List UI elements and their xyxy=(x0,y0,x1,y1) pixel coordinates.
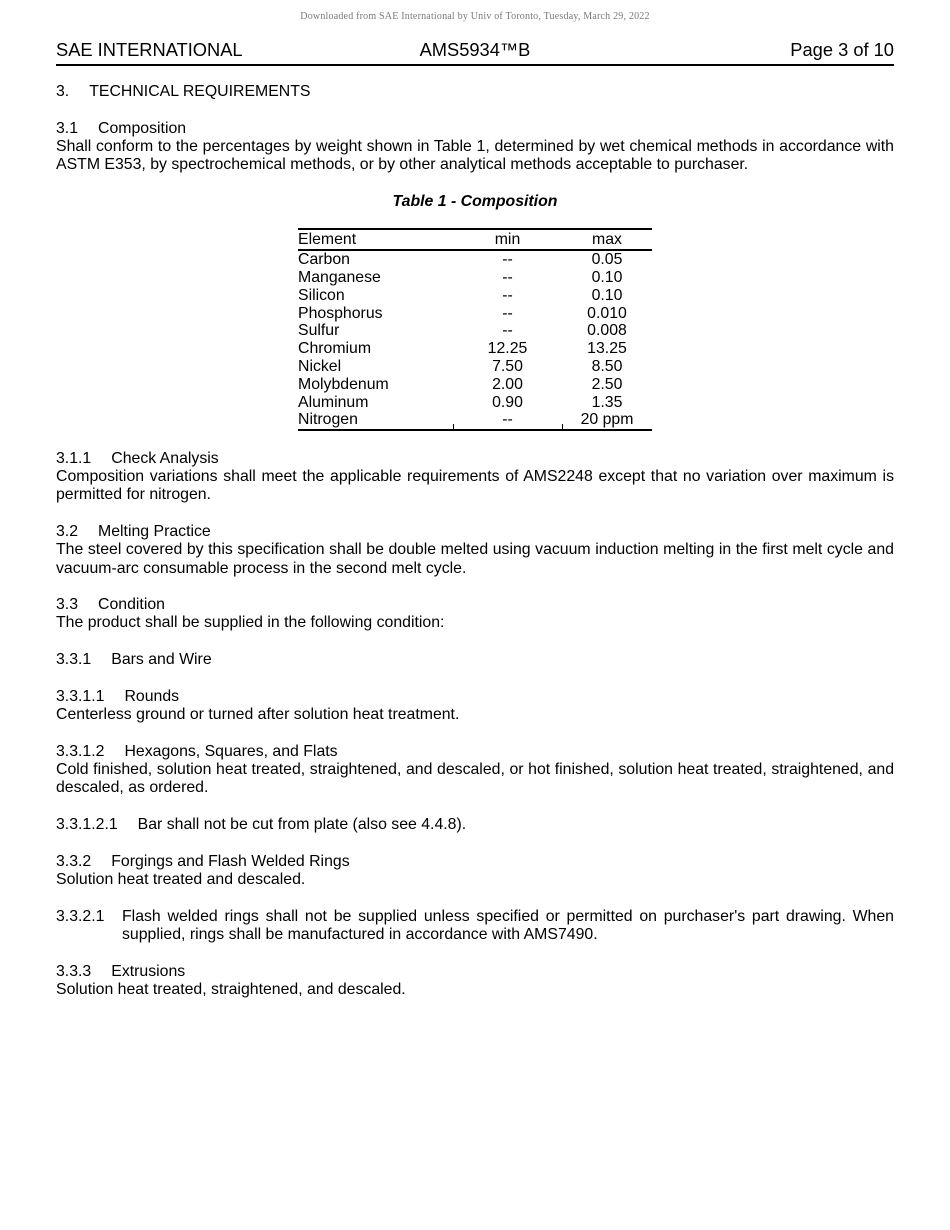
clause-text: Bar shall not be cut from plate (also see 4.4.8). xyxy=(137,816,467,834)
download-watermark: Downloaded from SAE International by Univ of Toronto, Tuesday, March 29, 2022 xyxy=(300,11,650,22)
paragraph-3-1: Shall conform to the percentages by weight shown in Table 1, determined by wet chemical methods in accordance with ASTM E353, by spectrochemical methods, or by other analytical methods acceptable to purchaser. xyxy=(56,137,894,174)
clause-number: 3.3.2.1 xyxy=(56,907,105,925)
element-cell: Phosphorus xyxy=(298,304,383,322)
section-number: 3.3.1.1 xyxy=(56,687,105,705)
table-row xyxy=(298,287,652,305)
section-title: Check Analysis xyxy=(111,449,219,467)
section-3-1-1-heading xyxy=(56,450,894,468)
min-cell: -- xyxy=(502,322,513,340)
max-cell: 0.10 xyxy=(591,286,623,304)
element-cell: Aluminum xyxy=(298,393,369,411)
max-cell: 8.50 xyxy=(591,358,623,376)
min-cell: -- xyxy=(502,269,513,287)
section-title: Melting Practice xyxy=(98,522,211,540)
section-3-3-3-heading xyxy=(56,963,894,981)
section-number: 3.2 xyxy=(56,522,79,540)
column-header-max: max xyxy=(562,229,652,250)
section-number: 3.3.2 xyxy=(56,852,92,870)
section-title: Rounds xyxy=(124,687,180,705)
max-cell: 1.35 xyxy=(591,393,623,411)
header-org: SAE INTERNATIONAL xyxy=(56,39,243,60)
max-cell: 13.25 xyxy=(587,340,627,358)
paragraph-3-3-2: Solution heat treated and descaled. xyxy=(56,871,306,889)
table-row xyxy=(298,250,652,269)
paragraph-3-1-1: Composition variations shall meet the applicable requirements of AMS2248 except that no variation over maximum is permitted for nitrogen. xyxy=(56,467,894,504)
column-header-element: Element xyxy=(298,229,453,250)
element-cell: Molybdenum xyxy=(298,375,389,393)
element-cell: Carbon xyxy=(298,251,350,269)
clause-3-3-2-1 xyxy=(56,908,894,945)
table-row xyxy=(298,358,652,376)
page-header xyxy=(56,39,894,66)
min-cell: 0.90 xyxy=(492,393,523,411)
section-title: Composition xyxy=(98,119,187,137)
section-title: Bars and Wire xyxy=(111,651,212,669)
max-cell: 0.10 xyxy=(591,269,623,287)
section-title: TECHNICAL REQUIREMENTS xyxy=(89,83,311,100)
max-cell: 2.50 xyxy=(591,375,623,393)
section-title: Forgings and Flash Welded Rings xyxy=(111,852,350,870)
element-cell: Manganese xyxy=(298,269,381,287)
document-body xyxy=(56,83,894,999)
section-number: 3.3 xyxy=(56,596,79,614)
table-row xyxy=(298,305,652,323)
section-number: 3.1.1 xyxy=(56,449,92,467)
paragraph-3-2: The steel covered by this specification shall be double melted using vacuum induction melting in the first melt cycle and vacuum-arc consumable process in the second melt cycle. xyxy=(56,541,894,577)
element-cell: Nickel xyxy=(298,358,342,376)
table-row xyxy=(298,411,652,430)
paragraph-3-3-1-2: Cold finished, solution heat treated, straightened, and descaled, or hot finished, solution heat treated, straightened, and descaled, as ordered. xyxy=(56,761,894,797)
column-header-min: min xyxy=(453,229,562,250)
section-number: 3.3.1 xyxy=(56,651,92,669)
header-page-number: Page 3 of 10 xyxy=(790,39,894,60)
table-header-row xyxy=(298,229,652,250)
element-cell: Sulfur xyxy=(298,322,340,340)
min-cell: 2.00 xyxy=(492,375,523,393)
section-3-2-heading xyxy=(56,523,894,541)
table-row xyxy=(298,376,652,394)
section-3-3-1-heading xyxy=(56,651,894,669)
section-3-3-2-heading xyxy=(56,853,894,871)
table-row xyxy=(298,394,652,412)
min-cell: -- xyxy=(502,286,513,304)
clause-number: 3.3.1.2.1 xyxy=(56,816,118,834)
max-cell: 0.008 xyxy=(587,322,627,340)
section-3-1-heading xyxy=(56,120,894,138)
section-3-3-1-2-heading xyxy=(56,743,894,761)
element-cell: Nitrogen xyxy=(298,411,358,429)
element-cell: Chromium xyxy=(298,340,372,358)
max-cell: 0.05 xyxy=(591,251,623,269)
section-title: Extrusions xyxy=(111,962,186,980)
min-cell: -- xyxy=(502,304,513,322)
table-row xyxy=(298,340,652,358)
section-number: 3. xyxy=(56,83,70,100)
section-title: Hexagons, Squares, and Flats xyxy=(124,742,338,760)
paragraph-3-3-3: Solution heat treated, straightened, and descaled. xyxy=(56,981,406,999)
section-3-heading xyxy=(56,83,894,101)
element-cell: Silicon xyxy=(298,286,345,304)
table-row xyxy=(298,269,652,287)
paragraph-3-3-1-1: Centerless ground or turned after solution heat treatment. xyxy=(56,706,460,724)
table-row xyxy=(298,322,652,340)
section-number: 3.1 xyxy=(56,119,79,137)
section-3-3-1-1-heading xyxy=(56,688,894,706)
max-cell: 20 ppm xyxy=(562,411,652,430)
max-cell: 0.010 xyxy=(587,304,627,322)
table-1-title: Table 1 - Composition xyxy=(392,192,558,210)
clause-text: Flash welded rings shall not be supplied unless specified or permitted on purchaser's part drawing. When supplied, rings shall be manufactured in accordance with AMS7490. xyxy=(122,907,894,944)
section-number: 3.3.1.2 xyxy=(56,742,105,760)
section-title: Condition xyxy=(98,596,165,614)
min-cell: 7.50 xyxy=(492,358,523,376)
composition-table xyxy=(298,228,652,431)
section-3-3-heading xyxy=(56,596,894,614)
section-number: 3.3.3 xyxy=(56,962,92,980)
min-cell: -- xyxy=(453,411,562,430)
min-cell: 12.25 xyxy=(487,340,528,358)
min-cell: -- xyxy=(502,251,513,269)
clause-3-3-1-2-1 xyxy=(56,816,894,834)
header-doc-number: AMS5934™B xyxy=(419,39,531,60)
paragraph-3-3: The product shall be supplied in the following condition: xyxy=(56,614,445,632)
